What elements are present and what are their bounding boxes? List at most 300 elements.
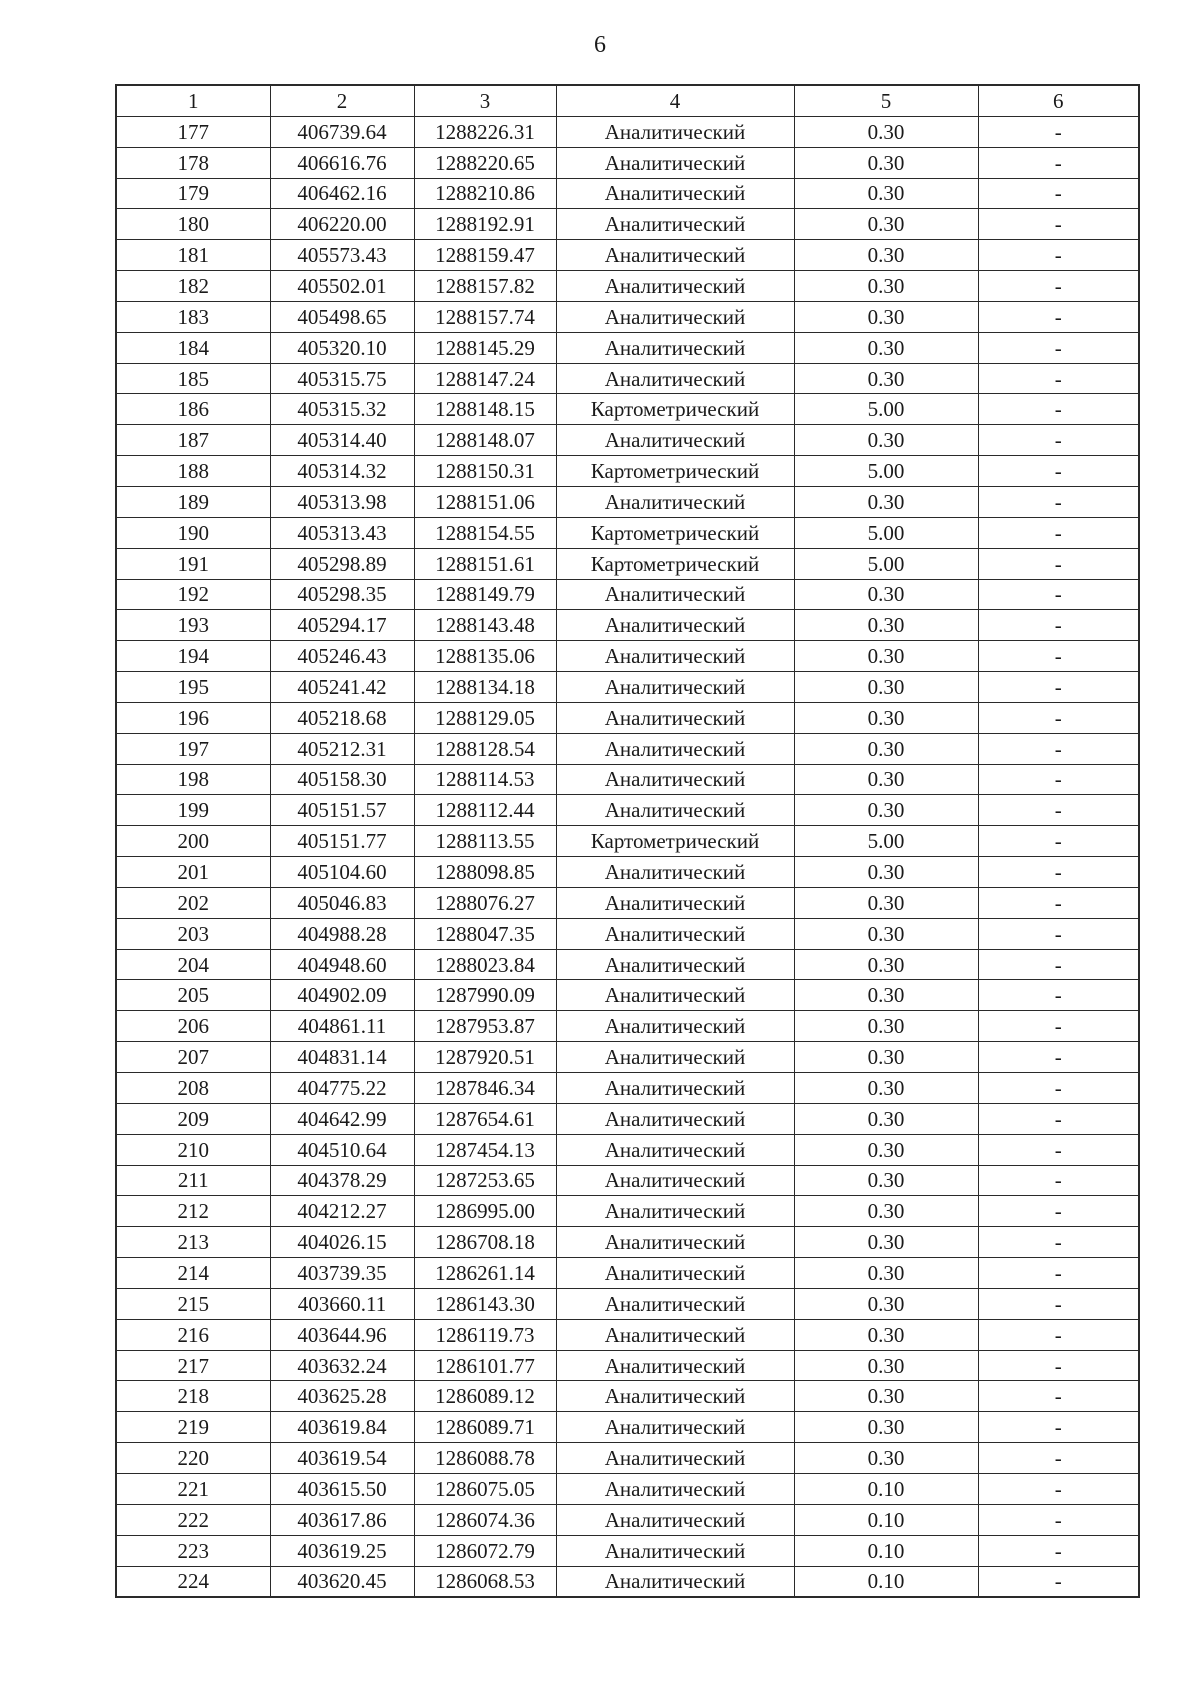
point-number-cell: 178 [116,147,270,178]
table-row [116,887,1139,918]
y-coordinate-cell: 1288159.47 [414,240,556,271]
note-cell: - [978,918,1139,949]
note-cell: - [978,425,1139,456]
table-row [116,1319,1139,1350]
x-coordinate-cell: 404861.11 [270,1011,414,1042]
y-coordinate-cell: 1288149.79 [414,579,556,610]
y-coordinate-cell: 1286261.14 [414,1258,556,1289]
y-coordinate-cell: 1286708.18 [414,1227,556,1258]
method-cell: Аналитический [556,980,794,1011]
y-coordinate-cell: 1286995.00 [414,1196,556,1227]
column-header: 2 [270,85,414,116]
y-coordinate-cell: 1286072.79 [414,1535,556,1566]
method-cell: Аналитический [556,1196,794,1227]
method-cell: Аналитический [556,610,794,641]
point-number-cell: 216 [116,1319,270,1350]
method-cell: Аналитический [556,764,794,795]
point-number-cell: 217 [116,1350,270,1381]
x-coordinate-cell: 403625.28 [270,1381,414,1412]
method-cell: Картометрический [556,826,794,857]
point-number-cell: 224 [116,1566,270,1597]
x-coordinate-cell: 405315.32 [270,394,414,425]
y-coordinate-cell: 1288157.74 [414,301,556,332]
point-number-cell: 199 [116,795,270,826]
table-row [116,240,1139,271]
note-cell: - [978,517,1139,548]
point-number-cell: 220 [116,1443,270,1474]
x-coordinate-cell: 405158.30 [270,764,414,795]
point-number-cell: 210 [116,1134,270,1165]
table-row [116,1412,1139,1443]
note-cell: - [978,579,1139,610]
note-cell: - [978,486,1139,517]
accuracy-cell: 0.30 [794,1381,978,1412]
note-cell: - [978,1566,1139,1597]
note-cell: - [978,301,1139,332]
note-cell: - [978,271,1139,302]
y-coordinate-cell: 1288114.53 [414,764,556,795]
point-number-cell: 201 [116,857,270,888]
y-coordinate-cell: 1286088.78 [414,1443,556,1474]
method-cell: Аналитический [556,147,794,178]
note-cell: - [978,1227,1139,1258]
note-cell: - [978,857,1139,888]
y-coordinate-cell: 1288147.24 [414,363,556,394]
table-row [116,918,1139,949]
x-coordinate-cell: 403632.24 [270,1350,414,1381]
note-cell: - [978,1381,1139,1412]
x-coordinate-cell: 403739.35 [270,1258,414,1289]
table-row [116,826,1139,857]
method-cell: Аналитический [556,1412,794,1443]
column-header: 4 [556,85,794,116]
y-coordinate-cell: 1288128.54 [414,733,556,764]
table-row [116,116,1139,147]
x-coordinate-cell: 406220.00 [270,209,414,240]
method-cell: Картометрический [556,548,794,579]
point-number-cell: 203 [116,918,270,949]
point-number-cell: 218 [116,1381,270,1412]
x-coordinate-cell: 405218.68 [270,702,414,733]
x-coordinate-cell: 403619.54 [270,1443,414,1474]
note-cell: - [978,1443,1139,1474]
note-cell: - [978,887,1139,918]
x-coordinate-cell: 405313.43 [270,517,414,548]
x-coordinate-cell: 405294.17 [270,610,414,641]
method-cell: Аналитический [556,857,794,888]
y-coordinate-cell: 1288143.48 [414,610,556,641]
table-row [116,1134,1139,1165]
point-number-cell: 223 [116,1535,270,1566]
method-cell: Аналитический [556,702,794,733]
accuracy-cell: 5.00 [794,826,978,857]
accuracy-cell: 5.00 [794,548,978,579]
accuracy-cell: 0.10 [794,1504,978,1535]
y-coordinate-cell: 1288047.35 [414,918,556,949]
accuracy-cell: 0.30 [794,240,978,271]
y-coordinate-cell: 1288023.84 [414,949,556,980]
method-cell: Аналитический [556,1350,794,1381]
point-number-cell: 215 [116,1288,270,1319]
y-coordinate-cell: 1287846.34 [414,1073,556,1104]
accuracy-cell: 0.30 [794,1073,978,1104]
x-coordinate-cell: 405315.75 [270,363,414,394]
note-cell: - [978,178,1139,209]
table-row [116,1566,1139,1597]
table-row [116,1473,1139,1504]
point-number-cell: 195 [116,672,270,703]
x-coordinate-cell: 403644.96 [270,1319,414,1350]
accuracy-cell: 0.30 [794,1227,978,1258]
point-number-cell: 214 [116,1258,270,1289]
accuracy-cell: 0.30 [794,1042,978,1073]
table-row [116,610,1139,641]
note-cell: - [978,147,1139,178]
y-coordinate-cell: 1288113.55 [414,826,556,857]
table-row [116,271,1139,302]
table-row [116,1288,1139,1319]
note-cell: - [978,1350,1139,1381]
table-row [116,301,1139,332]
accuracy-cell: 0.30 [794,1288,978,1319]
accuracy-cell: 0.30 [794,795,978,826]
table-row [116,209,1139,240]
method-cell: Аналитический [556,301,794,332]
point-number-cell: 189 [116,486,270,517]
note-cell: - [978,1103,1139,1134]
method-cell: Аналитический [556,178,794,209]
accuracy-cell: 5.00 [794,517,978,548]
y-coordinate-cell: 1288112.44 [414,795,556,826]
method-cell: Аналитический [556,1504,794,1535]
table-row [116,1196,1139,1227]
accuracy-cell: 5.00 [794,456,978,487]
coordinates-table [115,84,1140,1598]
table-row [116,1011,1139,1042]
x-coordinate-cell: 403619.25 [270,1535,414,1566]
point-number-cell: 197 [116,733,270,764]
method-cell: Аналитический [556,795,794,826]
table-row [116,1165,1139,1196]
accuracy-cell: 0.30 [794,1258,978,1289]
note-cell: - [978,1319,1139,1350]
accuracy-cell: 0.30 [794,271,978,302]
method-cell: Аналитический [556,949,794,980]
table-row [116,672,1139,703]
accuracy-cell: 0.30 [794,857,978,888]
table-row [116,980,1139,1011]
x-coordinate-cell: 405104.60 [270,857,414,888]
method-cell: Аналитический [556,240,794,271]
accuracy-cell: 0.30 [794,641,978,672]
point-number-cell: 177 [116,116,270,147]
table-row [116,1504,1139,1535]
point-number-cell: 192 [116,579,270,610]
table-row [116,1103,1139,1134]
y-coordinate-cell: 1288157.82 [414,271,556,302]
x-coordinate-cell: 405313.98 [270,486,414,517]
method-cell: Аналитический [556,579,794,610]
method-cell: Аналитический [556,486,794,517]
point-number-cell: 209 [116,1103,270,1134]
y-coordinate-cell: 1288145.29 [414,332,556,363]
y-coordinate-cell: 1287253.65 [414,1165,556,1196]
table-row [116,332,1139,363]
method-cell: Аналитический [556,1165,794,1196]
method-cell: Аналитический [556,1134,794,1165]
note-cell: - [978,641,1139,672]
point-number-cell: 205 [116,980,270,1011]
point-number-cell: 184 [116,332,270,363]
page-number: 6 [594,32,606,58]
accuracy-cell: 0.10 [794,1566,978,1597]
table-row [116,1042,1139,1073]
x-coordinate-cell: 405151.77 [270,826,414,857]
note-cell: - [978,116,1139,147]
table-row [116,394,1139,425]
method-cell: Аналитический [556,209,794,240]
accuracy-cell: 5.00 [794,394,978,425]
method-cell: Аналитический [556,641,794,672]
accuracy-cell: 0.30 [794,178,978,209]
point-number-cell: 187 [116,425,270,456]
x-coordinate-cell: 404026.15 [270,1227,414,1258]
y-coordinate-cell: 1286089.12 [414,1381,556,1412]
y-coordinate-cell: 1288129.05 [414,702,556,733]
table-row [116,456,1139,487]
method-cell: Аналитический [556,1473,794,1504]
accuracy-cell: 0.30 [794,1350,978,1381]
x-coordinate-cell: 405241.42 [270,672,414,703]
note-cell: - [978,1412,1139,1443]
method-cell: Аналитический [556,1103,794,1134]
table-row [116,425,1139,456]
point-number-cell: 193 [116,610,270,641]
method-cell: Аналитический [556,918,794,949]
table-row [116,517,1139,548]
accuracy-cell: 0.10 [794,1535,978,1566]
accuracy-cell: 0.30 [794,918,978,949]
x-coordinate-cell: 404902.09 [270,980,414,1011]
x-coordinate-cell: 404948.60 [270,949,414,980]
accuracy-cell: 0.30 [794,1103,978,1134]
x-coordinate-cell: 404212.27 [270,1196,414,1227]
y-coordinate-cell: 1288098.85 [414,857,556,888]
accuracy-cell: 0.30 [794,116,978,147]
y-coordinate-cell: 1286101.77 [414,1350,556,1381]
method-cell: Аналитический [556,1319,794,1350]
method-cell: Аналитический [556,1011,794,1042]
method-cell: Аналитический [556,1073,794,1104]
x-coordinate-cell: 405298.35 [270,579,414,610]
x-coordinate-cell: 404831.14 [270,1042,414,1073]
x-coordinate-cell: 405246.43 [270,641,414,672]
x-coordinate-cell: 403620.45 [270,1566,414,1597]
y-coordinate-cell: 1286075.05 [414,1473,556,1504]
method-cell: Аналитический [556,733,794,764]
point-number-cell: 196 [116,702,270,733]
column-header: 3 [414,85,556,116]
point-number-cell: 190 [116,517,270,548]
note-cell: - [978,1011,1139,1042]
method-cell: Картометрический [556,517,794,548]
note-cell: - [978,209,1139,240]
column-header: 6 [978,85,1139,116]
table-row [116,1350,1139,1381]
point-number-cell: 211 [116,1165,270,1196]
note-cell: - [978,610,1139,641]
point-number-cell: 200 [116,826,270,857]
column-header: 1 [116,85,270,116]
x-coordinate-cell: 403615.50 [270,1473,414,1504]
x-coordinate-cell: 405298.89 [270,548,414,579]
method-cell: Аналитический [556,1535,794,1566]
method-cell: Аналитический [556,1288,794,1319]
point-number-cell: 213 [116,1227,270,1258]
note-cell: - [978,1473,1139,1504]
y-coordinate-cell: 1288134.18 [414,672,556,703]
y-coordinate-cell: 1288076.27 [414,887,556,918]
note-cell: - [978,795,1139,826]
method-cell: Аналитический [556,1227,794,1258]
y-coordinate-cell: 1288148.15 [414,394,556,425]
accuracy-cell: 0.30 [794,332,978,363]
accuracy-cell: 0.30 [794,486,978,517]
table-row [116,1227,1139,1258]
accuracy-cell: 0.30 [794,1412,978,1443]
method-cell: Аналитический [556,1258,794,1289]
method-cell: Аналитический [556,672,794,703]
point-number-cell: 198 [116,764,270,795]
x-coordinate-cell: 405573.43 [270,240,414,271]
table-body [116,116,1139,1597]
table-row [116,857,1139,888]
table-row [116,147,1139,178]
table-row [116,579,1139,610]
accuracy-cell: 0.30 [794,980,978,1011]
note-cell: - [978,332,1139,363]
x-coordinate-cell: 404775.22 [270,1073,414,1104]
note-cell: - [978,1073,1139,1104]
point-number-cell: 207 [116,1042,270,1073]
point-number-cell: 183 [116,301,270,332]
accuracy-cell: 0.30 [794,425,978,456]
accuracy-cell: 0.30 [794,1134,978,1165]
table-row [116,764,1139,795]
table-row [116,363,1139,394]
x-coordinate-cell: 405498.65 [270,301,414,332]
accuracy-cell: 0.30 [794,672,978,703]
accuracy-cell: 0.30 [794,363,978,394]
point-number-cell: 181 [116,240,270,271]
table-row [116,733,1139,764]
table-row [116,178,1139,209]
table-row [116,1073,1139,1104]
y-coordinate-cell: 1288220.65 [414,147,556,178]
y-coordinate-cell: 1287920.51 [414,1042,556,1073]
table-row [116,1443,1139,1474]
note-cell: - [978,980,1139,1011]
note-cell: - [978,1042,1139,1073]
accuracy-cell: 0.30 [794,579,978,610]
note-cell: - [978,702,1139,733]
y-coordinate-cell: 1286143.30 [414,1288,556,1319]
point-number-cell: 204 [116,949,270,980]
x-coordinate-cell: 403660.11 [270,1288,414,1319]
method-cell: Аналитический [556,363,794,394]
x-coordinate-cell: 405314.32 [270,456,414,487]
accuracy-cell: 0.10 [794,1473,978,1504]
y-coordinate-cell: 1286119.73 [414,1319,556,1350]
accuracy-cell: 0.30 [794,887,978,918]
y-coordinate-cell: 1287990.09 [414,980,556,1011]
point-number-cell: 188 [116,456,270,487]
note-cell: - [978,1196,1139,1227]
method-cell: Картометрический [556,456,794,487]
method-cell: Картометрический [556,394,794,425]
note-cell: - [978,733,1139,764]
accuracy-cell: 0.30 [794,610,978,641]
note-cell: - [978,949,1139,980]
note-cell: - [978,1134,1139,1165]
header-row [116,85,1139,116]
accuracy-cell: 0.30 [794,733,978,764]
accuracy-cell: 0.30 [794,1443,978,1474]
note-cell: - [978,1535,1139,1566]
y-coordinate-cell: 1288148.07 [414,425,556,456]
point-number-cell: 221 [116,1473,270,1504]
y-coordinate-cell: 1287654.61 [414,1103,556,1134]
note-cell: - [978,672,1139,703]
method-cell: Аналитический [556,887,794,918]
table-row [116,795,1139,826]
method-cell: Аналитический [556,116,794,147]
point-number-cell: 185 [116,363,270,394]
point-number-cell: 219 [116,1412,270,1443]
column-header: 5 [794,85,978,116]
table-row [116,1535,1139,1566]
point-number-cell: 180 [116,209,270,240]
table-row [116,949,1139,980]
table-row [116,702,1139,733]
method-cell: Аналитический [556,1042,794,1073]
x-coordinate-cell: 405502.01 [270,271,414,302]
y-coordinate-cell: 1286074.36 [414,1504,556,1535]
note-cell: - [978,240,1139,271]
point-number-cell: 191 [116,548,270,579]
accuracy-cell: 0.30 [794,147,978,178]
y-coordinate-cell: 1288150.31 [414,456,556,487]
method-cell: Аналитический [556,1381,794,1412]
y-coordinate-cell: 1286068.53 [414,1566,556,1597]
method-cell: Аналитический [556,1566,794,1597]
note-cell: - [978,548,1139,579]
x-coordinate-cell: 404642.99 [270,1103,414,1134]
table-row [116,486,1139,517]
point-number-cell: 208 [116,1073,270,1104]
y-coordinate-cell: 1287454.13 [414,1134,556,1165]
note-cell: - [978,1258,1139,1289]
x-coordinate-cell: 406616.76 [270,147,414,178]
note-cell: - [978,826,1139,857]
note-cell: - [978,363,1139,394]
x-coordinate-cell: 404988.28 [270,918,414,949]
method-cell: Аналитический [556,425,794,456]
note-cell: - [978,456,1139,487]
y-coordinate-cell: 1287953.87 [414,1011,556,1042]
method-cell: Аналитический [556,271,794,302]
note-cell: - [978,1288,1139,1319]
